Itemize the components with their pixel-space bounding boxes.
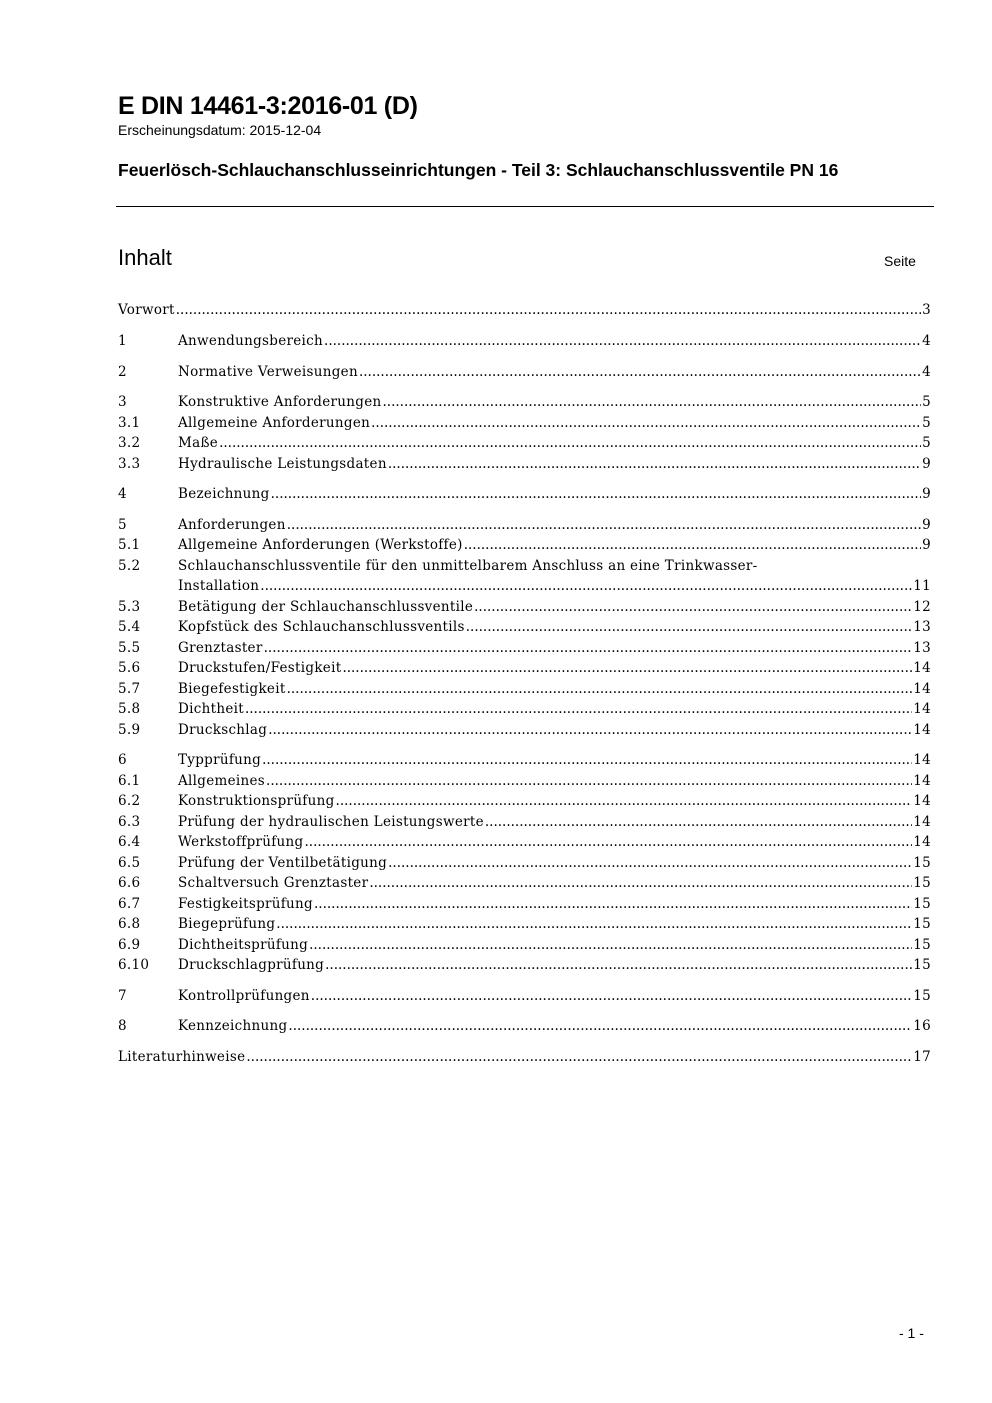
toc-dot-leader bbox=[325, 955, 912, 975]
toc-entry-number: 6.9 bbox=[118, 937, 141, 953]
toc-entry-number: 5.7 bbox=[118, 681, 141, 697]
title-divider bbox=[116, 206, 934, 207]
toc-entry-title: Druckstufen/Festigkeit bbox=[178, 660, 342, 676]
toc-heading: Inhalt bbox=[118, 245, 172, 270]
toc-entry-title: Biegefestigkeit bbox=[178, 681, 286, 697]
toc-entry-page: 15 bbox=[913, 896, 931, 912]
toc-entry-number: 6.8 bbox=[118, 916, 141, 932]
toc-entry-number: 6.10 bbox=[118, 957, 150, 973]
toc-entry[interactable] bbox=[118, 515, 931, 535]
toc-dot-leader bbox=[311, 986, 912, 1006]
toc-entry[interactable] bbox=[118, 1047, 931, 1067]
document-id: E DIN 14461-3:2016-01 (D) bbox=[118, 92, 418, 120]
toc-entry-number: 5.6 bbox=[118, 660, 141, 676]
toc-entry[interactable] bbox=[118, 597, 931, 617]
toc-entry-number: 6.1 bbox=[118, 773, 141, 789]
toc-dot-leader bbox=[262, 750, 912, 770]
toc-entry-number: 1 bbox=[118, 333, 127, 349]
toc-entry-page: 15 bbox=[913, 988, 931, 1004]
toc-entry-title: Anwendungsbereich bbox=[178, 333, 324, 349]
toc-page-column-label: Seite bbox=[884, 253, 916, 269]
toc-entry-page: 5 bbox=[922, 435, 931, 451]
toc-entry-title: Schaltversuch Grenztaster bbox=[178, 875, 369, 891]
toc-entry[interactable] bbox=[118, 617, 931, 637]
toc-entry-number: 6.6 bbox=[118, 875, 141, 891]
toc-dot-leader bbox=[276, 914, 912, 934]
toc-dot-leader bbox=[271, 484, 921, 504]
toc-entry-title: Anforderungen bbox=[178, 517, 286, 533]
toc-entry[interactable] bbox=[118, 935, 931, 955]
toc-entry-number: 8 bbox=[118, 1018, 127, 1034]
toc-entry[interactable] bbox=[118, 832, 931, 852]
toc-entry-page: 3 bbox=[922, 302, 931, 318]
toc-entry-number: 5 bbox=[118, 517, 127, 533]
toc-dot-leader bbox=[485, 812, 912, 832]
toc-entry[interactable] bbox=[118, 556, 931, 576]
toc-entry[interactable] bbox=[118, 658, 931, 678]
toc-entry[interactable] bbox=[118, 771, 931, 791]
toc-entry-number: 6.3 bbox=[118, 814, 141, 830]
toc-entry-number: 5.3 bbox=[118, 599, 141, 615]
toc-entry-page: 11 bbox=[913, 578, 931, 594]
toc-dot-leader bbox=[309, 935, 912, 955]
toc-dot-leader bbox=[266, 771, 912, 791]
toc-entry-page: 12 bbox=[913, 599, 931, 615]
toc-entry-title: Konstruktionsprüfung bbox=[178, 793, 335, 809]
toc-entry-number: 6 bbox=[118, 752, 127, 768]
toc-entry-title: Schlauchanschlussventile für den unmittelbarem Anschluss an eine Trinkwasser- bbox=[178, 558, 758, 574]
toc-entry-page: 14 bbox=[913, 752, 931, 768]
toc-entry[interactable] bbox=[118, 812, 931, 832]
toc-dot-leader bbox=[359, 362, 921, 382]
toc-entry-page: 9 bbox=[922, 517, 931, 533]
toc-entry[interactable] bbox=[118, 638, 931, 658]
toc-entry[interactable] bbox=[118, 413, 931, 433]
toc-entry[interactable] bbox=[118, 699, 931, 719]
toc-dot-leader bbox=[388, 454, 921, 474]
toc-entry-page: 9 bbox=[922, 537, 931, 553]
toc-dot-leader bbox=[260, 576, 912, 596]
toc-entry-number: 3.2 bbox=[118, 435, 141, 451]
toc-entry[interactable] bbox=[118, 750, 931, 770]
toc-entry[interactable] bbox=[118, 955, 931, 975]
toc-entry-title: Betätigung der Schlauchanschlussventile bbox=[178, 599, 474, 615]
toc-entry-title: Dichtheitsprüfung bbox=[178, 937, 309, 953]
toc-entry-page: 15 bbox=[913, 875, 931, 891]
toc-entry-number: 6.4 bbox=[118, 834, 141, 850]
toc-dot-leader bbox=[246, 1047, 912, 1067]
toc-dot-leader bbox=[287, 515, 921, 535]
toc-entry-page: 14 bbox=[913, 834, 931, 850]
toc-entry-title: Biegeprüfung bbox=[178, 916, 276, 932]
toc-entry-title: Druckschlagprüfung bbox=[178, 957, 325, 973]
toc-entry-title: Kopfstück des Schlauchanschlussventils bbox=[178, 619, 465, 635]
toc-entry-page: 14 bbox=[913, 722, 931, 738]
toc-entry[interactable] bbox=[118, 454, 931, 474]
toc-dot-leader bbox=[369, 873, 912, 893]
toc-entry-page: 4 bbox=[922, 364, 931, 380]
toc-entry-title: Kennzeichnung bbox=[178, 1018, 288, 1034]
toc-entry-number: 3.3 bbox=[118, 456, 141, 472]
toc-entry-page: 14 bbox=[913, 814, 931, 830]
toc-entry-title: Allgemeines bbox=[178, 773, 266, 789]
toc-entry[interactable] bbox=[118, 914, 931, 934]
toc-entry[interactable] bbox=[118, 873, 931, 893]
toc-entry-number: 6.7 bbox=[118, 896, 141, 912]
toc-entry[interactable] bbox=[118, 484, 931, 504]
toc-entry-page: 14 bbox=[913, 773, 931, 789]
toc-entry-title: Bezeichnung bbox=[178, 486, 270, 502]
toc-entry[interactable] bbox=[118, 535, 931, 555]
toc-entry-title: Allgemeine Anforderungen (Werkstoffe) bbox=[178, 537, 463, 553]
toc-entry-title: Werkstoffprüfung bbox=[178, 834, 304, 850]
toc-dot-leader bbox=[314, 894, 912, 914]
toc-entry-page: 15 bbox=[913, 937, 931, 953]
toc-entry[interactable] bbox=[118, 331, 931, 351]
toc-entry-title: Kontrollprüfungen bbox=[178, 988, 310, 1004]
toc-entry-title: Prüfung der hydraulischen Leistungswerte bbox=[178, 814, 484, 830]
toc-entry-title: Festigkeitsprüfung bbox=[178, 896, 313, 912]
toc-entry-number: 5.8 bbox=[118, 701, 141, 717]
toc-dot-leader bbox=[287, 679, 913, 699]
toc-entry-title: Literaturhinweise bbox=[118, 1049, 246, 1065]
toc-entry-title: Normative Verweisungen bbox=[178, 364, 358, 380]
toc-dot-leader bbox=[466, 617, 912, 637]
toc-dot-leader bbox=[464, 535, 921, 555]
toc-entry-number: 6.5 bbox=[118, 855, 141, 871]
toc-dot-leader bbox=[336, 791, 913, 811]
toc-dot-leader bbox=[176, 300, 921, 320]
toc-entry-page: 13 bbox=[913, 640, 931, 656]
toc-entry-number: 5.9 bbox=[118, 722, 141, 738]
toc-entry-page: 14 bbox=[913, 681, 931, 697]
toc-dot-leader bbox=[288, 1016, 912, 1036]
toc-entry-title: Grenztaster bbox=[178, 640, 263, 656]
toc-entry-page: 15 bbox=[913, 957, 931, 973]
toc-entry-page: 4 bbox=[922, 333, 931, 349]
toc-entry[interactable] bbox=[118, 1016, 931, 1036]
page-number: - 1 - bbox=[899, 1325, 924, 1341]
toc-dot-leader bbox=[474, 597, 912, 617]
toc-entry-page: 9 bbox=[922, 456, 931, 472]
toc-entry-page: 13 bbox=[913, 619, 931, 635]
toc-entry[interactable] bbox=[118, 853, 931, 873]
toc-entry-title: Druckschlag bbox=[178, 722, 268, 738]
toc-entry-title: Vorwort bbox=[118, 302, 175, 318]
toc-entry-page: 15 bbox=[913, 916, 931, 932]
toc-entry-title: Dichtheit bbox=[178, 701, 244, 717]
toc-entry-number: 5.4 bbox=[118, 619, 141, 635]
toc-entry-number: 5.1 bbox=[118, 537, 141, 553]
toc-dot-leader bbox=[383, 392, 922, 412]
toc-entry-page: 9 bbox=[922, 486, 931, 502]
toc-entry[interactable] bbox=[118, 679, 931, 699]
toc-dot-leader bbox=[342, 658, 912, 678]
toc-entry-page: 5 bbox=[922, 394, 931, 410]
toc-entry[interactable] bbox=[118, 894, 931, 914]
toc-entry[interactable] bbox=[118, 300, 931, 320]
toc-dot-leader bbox=[245, 699, 912, 719]
toc-entry-number: 3 bbox=[118, 394, 127, 410]
toc-entry-continuation[interactable] bbox=[118, 576, 931, 596]
publication-date: Erscheinungsdatum: 2015-12-04 bbox=[118, 122, 322, 138]
toc-entry-number: 7 bbox=[118, 988, 127, 1004]
toc-entry-page: 14 bbox=[913, 793, 931, 809]
toc-dot-leader bbox=[371, 413, 921, 433]
toc-entry-title: Hydraulische Leistungsdaten bbox=[178, 456, 387, 472]
toc-entry-number: 5.5 bbox=[118, 640, 141, 656]
toc-dot-leader bbox=[388, 853, 912, 873]
toc-entry-page: 16 bbox=[913, 1018, 931, 1034]
toc-dot-leader bbox=[324, 331, 921, 351]
toc-dot-leader bbox=[264, 638, 913, 658]
toc-entry-page: 15 bbox=[913, 855, 931, 871]
document-title: Feuerlösch-Schlauchanschlusseinrichtungen - Teil 3: Schlauchanschlussventile PN 16 bbox=[118, 160, 839, 180]
toc-entry-page: 5 bbox=[922, 415, 931, 431]
toc-entry-title: Maße bbox=[178, 435, 219, 451]
toc-dot-leader bbox=[305, 832, 913, 852]
toc-entry-title-continued: Installation bbox=[178, 578, 260, 594]
toc-entry-title: Typprüfung bbox=[178, 752, 262, 768]
toc-entry-page: 17 bbox=[913, 1049, 931, 1065]
toc-entry-number: 4 bbox=[118, 486, 127, 502]
toc-entry-number: 3.1 bbox=[118, 415, 141, 431]
toc-entry[interactable] bbox=[118, 720, 931, 740]
toc-dot-leader bbox=[268, 720, 912, 740]
toc-entry[interactable] bbox=[118, 986, 931, 1006]
toc-entry-number: 5.2 bbox=[118, 558, 141, 574]
toc-entry-page: 14 bbox=[913, 701, 931, 717]
toc-entry[interactable] bbox=[118, 433, 931, 453]
toc-entry[interactable] bbox=[118, 362, 931, 382]
toc-entry-number: 2 bbox=[118, 364, 127, 380]
toc-entry-title: Konstruktive Anforderungen bbox=[178, 394, 382, 410]
toc-entry[interactable] bbox=[118, 791, 931, 811]
toc-entry-title: Prüfung der Ventilbetätigung bbox=[178, 855, 388, 871]
toc-entry-page: 14 bbox=[913, 660, 931, 676]
toc-entry[interactable] bbox=[118, 392, 931, 412]
toc-entry-title: Allgemeine Anforderungen bbox=[178, 415, 371, 431]
toc-entry-number: 6.2 bbox=[118, 793, 141, 809]
toc-dot-leader bbox=[219, 433, 921, 453]
